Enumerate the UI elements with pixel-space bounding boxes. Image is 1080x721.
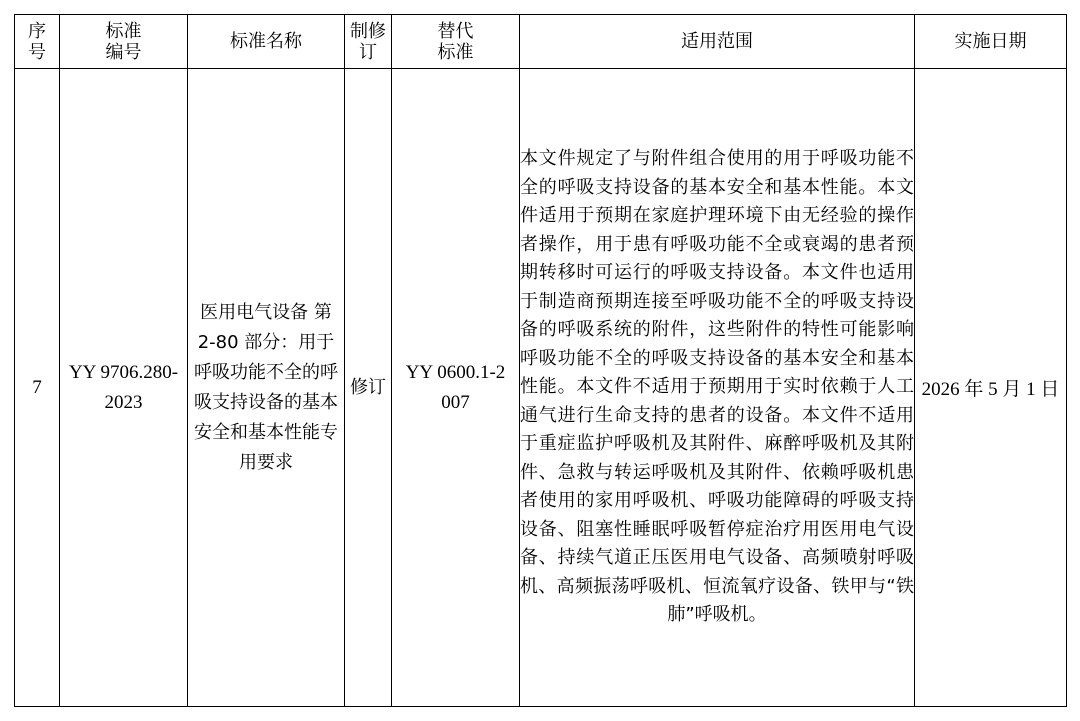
cell-date: 2026 年 5 月 1 日 bbox=[915, 69, 1067, 707]
scope-text: 本文件规定了与附件组合使用的用于呼吸功能不全的呼吸支持设备的基本安全和基本性能。本文件适用于预期在家庭护理环境下由无经验的操作者操作，用于患有呼吸功能不全或衰竭的患者预期转移时可运行的呼吸支持设备。本文件也适用于制造商预期连接至呼吸功能不全的呼吸支持设备的呼吸系统的附件，这些附件的特性可能影响呼吸功能不全的呼吸支持设备的基本安全和基本性能。本文件不适用于预期用于实时依赖于人工通气进行生命支持的患者的设备。本文件不适用于重症监护呼吸机及其附件、麻醉呼吸机及其附件、急救与转运呼吸机及其附件、依赖呼吸机患者使用的家用呼吸机、呼吸功能障碍的呼吸支持设备、阻塞性睡眠呼吸暂停症治疗用医用电气设备、持续气道正压医用电气设备、高频喷射呼吸机、高频振荡呼吸机、恒流氧疗设备、铁甲与“铁肺”呼吸机。 bbox=[520, 148, 914, 626]
header-replaced: 替代标准 bbox=[392, 15, 520, 69]
header-code: 标准编号 bbox=[60, 15, 188, 69]
cell-replaced: YY 0600.1-2007 bbox=[392, 69, 520, 707]
table-row bbox=[15, 69, 1067, 707]
header-seq: 序号 bbox=[15, 15, 60, 69]
header-type: 制修订 bbox=[345, 15, 392, 69]
cell-code: YY 9706.280-2023 bbox=[60, 69, 188, 707]
standards-table bbox=[14, 14, 1067, 707]
header-scope: 适用范围 bbox=[520, 15, 915, 69]
cell-seq: 7 bbox=[15, 69, 60, 707]
header-date: 实施日期 bbox=[915, 15, 1067, 69]
header-row bbox=[15, 15, 1067, 69]
cell-scope bbox=[520, 69, 915, 707]
header-name: 标准名称 bbox=[188, 15, 345, 69]
cell-name: 医用电气设备 第 2-80 部分：用于呼吸功能不全的呼吸支持设备的基本安全和基本性能专用要求 bbox=[188, 69, 345, 707]
cell-type: 修订 bbox=[345, 69, 392, 707]
